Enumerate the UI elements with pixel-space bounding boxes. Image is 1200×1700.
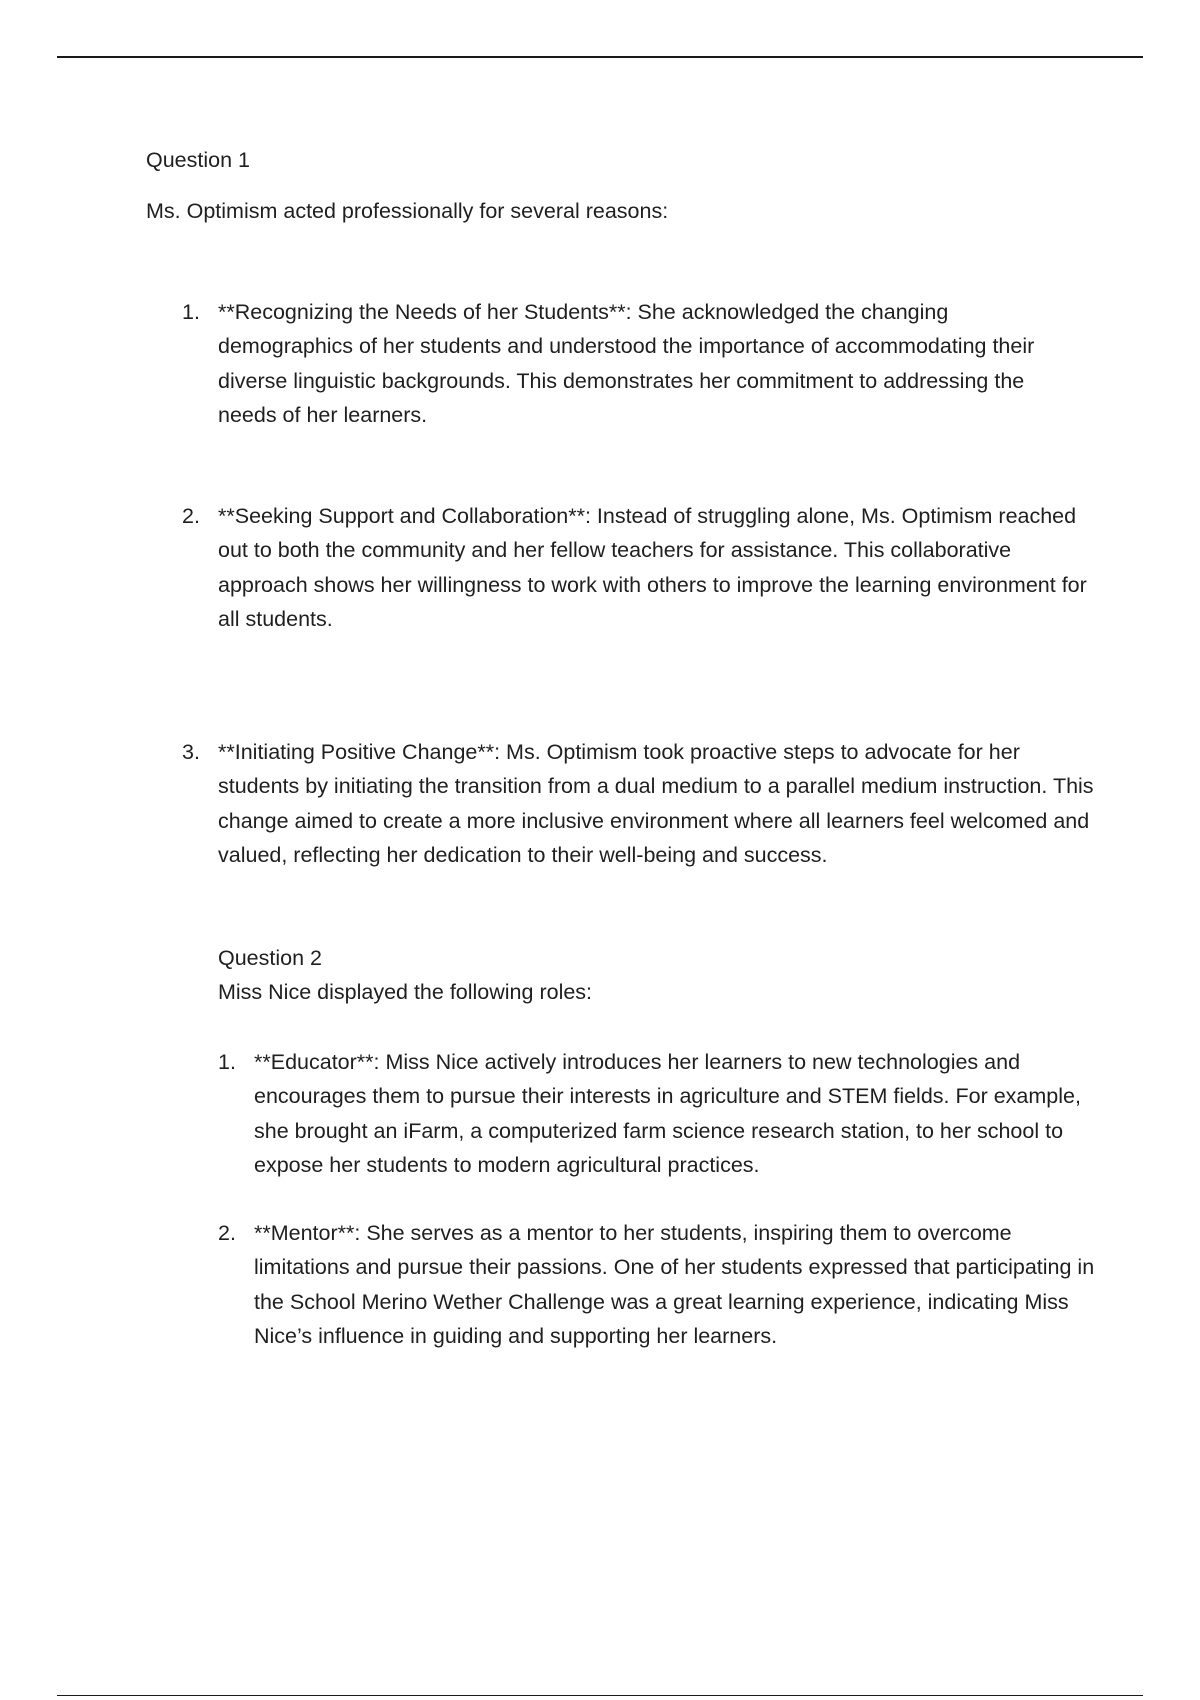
question-2-heading: Question 2 [218,946,322,970]
top-rule [57,56,1143,58]
question-2-intro: Miss Nice displayed the following roles: [218,980,593,1004]
list-item-number: 1. [218,1050,236,1074]
question-1-intro: Ms. Optimism acted professionally for several reasons: [146,199,669,223]
list-item-number: 3. [182,740,200,764]
list-item-number: 2. [182,504,200,528]
bottom-rule [57,1695,1143,1696]
list-item-text: **Recognizing the Needs of her Students**: She acknowledged the changing demographics of her students and understood the importance of accommodating their diverse linguistic backgrounds. This demonstrates her commitment to addressing the needs of her learners. [218,300,1035,428]
list-item-text: **Initiating Positive Change**: Ms. Optimism took proactive steps to advocate for her students by initiating the transition from a dual medium to a parallel medium instruction. This change aimed to create a more inclusive environment where all learners feel welcomed and valued, reflecting her dedication to their well-being and success. [218,740,1094,868]
list-item-text: **Mentor**: She serves as a mentor to her students, inspiring them to overcome limitations and pursue their passions. One of her students expressed that participating in the School Merino Wether Challenge was a great learning experience, indicating Miss Nice’s influence in guiding and supporting her learners. [254,1221,1095,1349]
list-item-text: **Educator**: Miss Nice actively introduces her learners to new technologies and encourages them to pursue their interests in agriculture and STEM fields. For example, she brought an iFarm, a computerized farm science research station, to her school to expose her students to modern agricultural practices. [254,1050,1081,1178]
list-item-number: 2. [218,1221,236,1245]
list-item-number: 1. [182,300,200,324]
question-1-heading: Question 1 [146,148,250,172]
list-item-text: **Seeking Support and Collaboration**: Instead of struggling alone, Ms. Optimism reached out to both the community and her fellow teachers for assistance. This collaborative approach shows her willingness to work with others to improve the learning environment for all students. [218,504,1087,632]
